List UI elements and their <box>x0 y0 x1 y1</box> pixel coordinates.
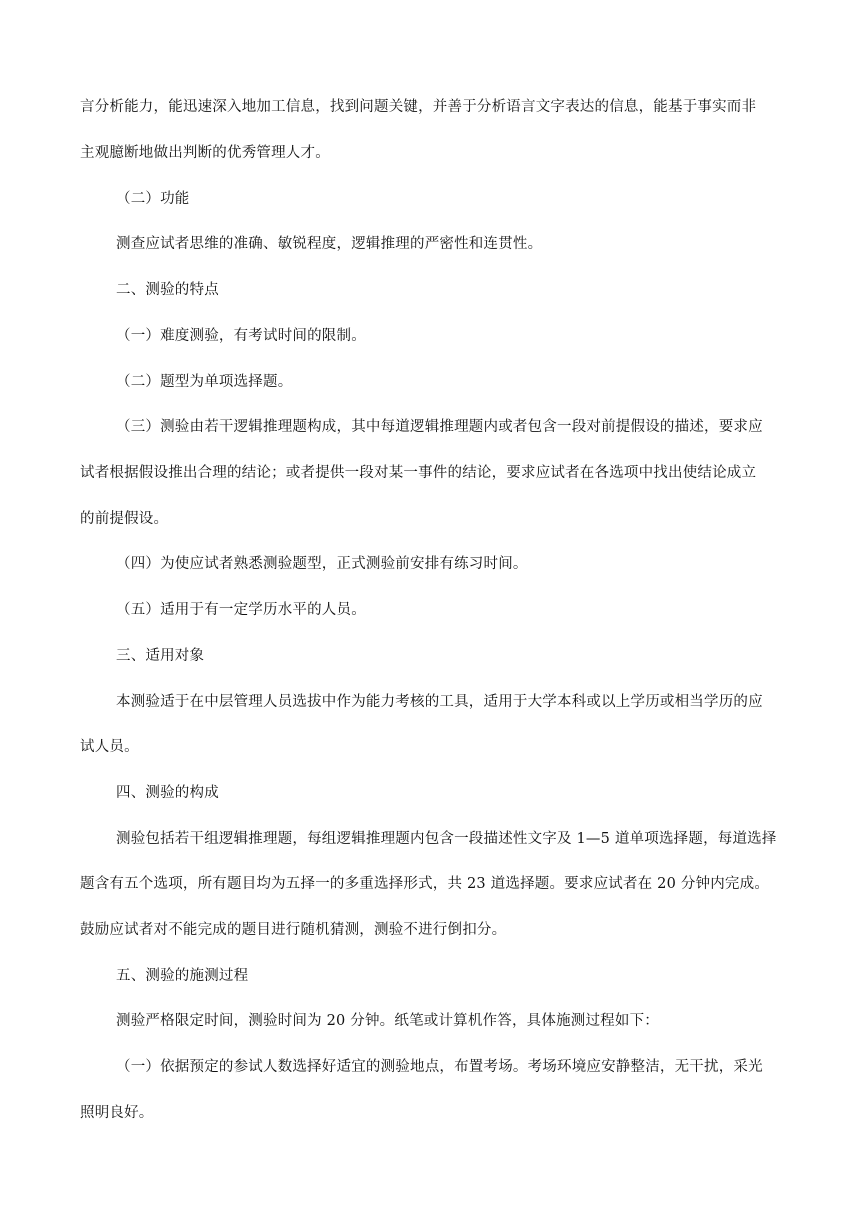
paragraph-function: 测查应试者思维的准确、敏锐程度，逻辑推理的严密性和连贯性。 <box>116 236 543 252</box>
feature-item-2: （二）题型为单项选择题。 <box>116 374 293 390</box>
feature-item-4: （四）为使应试者熟悉测验题型，正式测验前安排有练习时间。 <box>116 556 528 572</box>
feature-item-3-line-2: 试者根据假设推出合理的结论；或者提供一段对某一事件的结论，要求应试者在各选项中找出使结论成立 <box>80 465 757 481</box>
section-heading-features: 二、测验的特点 <box>116 282 219 298</box>
procedure-intro: 测验严格限定时间，测验时间为 20 分钟。纸笔或计算机作答，具体施测过程如下： <box>116 1013 659 1029</box>
section-heading-procedure: 五、测验的施测过程 <box>116 968 249 984</box>
structure-paragraph-line-1: 测验包括若干组逻辑推理题，每组逻辑推理题内包含一段描述性文字及 1—5 道单项选择题，每道选择 <box>116 831 777 847</box>
feature-item-1: （一）难度测验，有考试时间的限制。 <box>116 328 366 344</box>
feature-item-3-line-1: （三）测验由若干逻辑推理题构成，其中每道逻辑推理题内或者包含一段对前提假设的描述，要求应 <box>116 419 763 435</box>
target-paragraph-line-2: 试人员。 <box>80 739 139 755</box>
paragraph-line-1: 言分析能力，能迅速深入地加工信息，找到问题关键，并善于分析语言文字表达的信息，能基于事实而非 <box>80 99 757 115</box>
feature-item-3-line-3: 的前提假设。 <box>80 511 169 527</box>
target-paragraph-line-1: 本测验适于在中层管理人员选拔中作为能力考核的工具，适用于大学本科或以上学历或相当学历的应 <box>116 694 763 710</box>
paragraph-line-2: 主观臆断地做出判断的优秀管理人才。 <box>80 145 330 161</box>
procedure-item-1-line-1: （一）依据预定的参试人数选择好适宜的测验地点，布置考场。考场环境应安静整洁，无干扰，采光 <box>116 1059 763 1075</box>
section-heading-structure: 四、测验的构成 <box>116 785 219 801</box>
section-heading-target: 三、适用对象 <box>116 648 205 664</box>
subheading-function: （二）功能 <box>116 191 190 207</box>
procedure-item-1-line-2: 照明良好。 <box>80 1105 154 1121</box>
structure-paragraph-line-2: 题含有五个选项，所有题目均为五择一的多重选择形式，共 23 道选择题。要求应试者在 20 分钟内完成。 <box>80 876 770 892</box>
feature-item-5: （五）适用于有一定学历水平的人员。 <box>116 602 366 618</box>
structure-paragraph-line-3: 鼓励应试者对不能完成的题目进行随机猜测，测验不进行倒扣分。 <box>80 922 507 938</box>
